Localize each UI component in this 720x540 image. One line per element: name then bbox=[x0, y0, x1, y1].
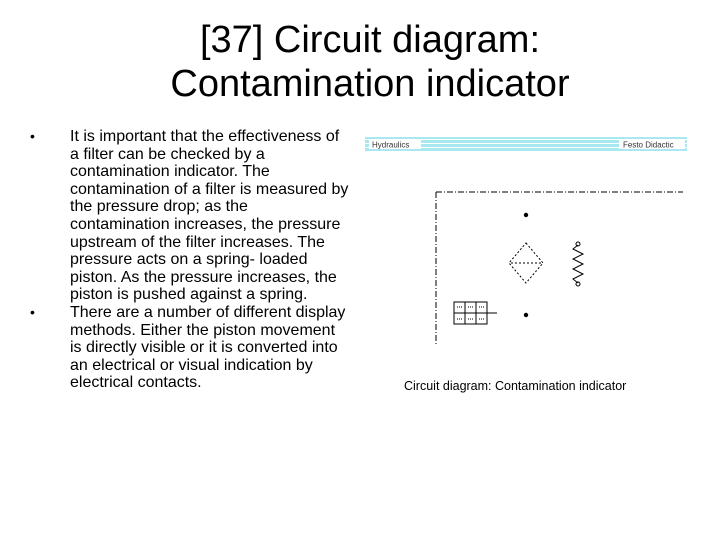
slide-title bbox=[110, 18, 630, 106]
figure-banner bbox=[365, 137, 687, 151]
banner-right-label: Festo Didactic bbox=[623, 140, 674, 150]
spring-symbol bbox=[573, 242, 583, 286]
bullet-list bbox=[30, 128, 350, 392]
component-boundary bbox=[436, 192, 683, 345]
figure-caption: Circuit diagram: Contamination indicator bbox=[404, 379, 627, 393]
slide-title-line-2: Contamination indicator bbox=[170, 63, 570, 105]
bullet-text: It is important that the effectiveness of a filter can be checked by a contamination indicator. The contamination of a filter is measured by the pressure drop; as the contamination increases, the pressure upstream of the filter increases. The pressure acts on a spring- loaded piston. As the pressure increases, the piston is pushed against a spring. bbox=[70, 128, 349, 304]
slide-title-line-1: [37] Circuit diagram: bbox=[199, 19, 540, 61]
connection-port-bottom bbox=[524, 313, 528, 317]
indicator-block bbox=[454, 302, 497, 324]
bullet-text: There are a number of different display methods. Either the piston movement is directly visible or it is converted into an electrical or visual indication by electrical contacts. bbox=[70, 303, 346, 392]
bullet-marker: • bbox=[30, 128, 35, 144]
connection-port-top bbox=[524, 213, 528, 217]
bullet-item bbox=[30, 128, 350, 304]
banner-left-label: Hydraulics bbox=[372, 140, 410, 150]
filter-symbol bbox=[509, 243, 543, 283]
circuit-diagram-figure bbox=[365, 135, 690, 395]
bullet-marker: • bbox=[30, 303, 35, 320]
bullet-item bbox=[30, 304, 350, 392]
